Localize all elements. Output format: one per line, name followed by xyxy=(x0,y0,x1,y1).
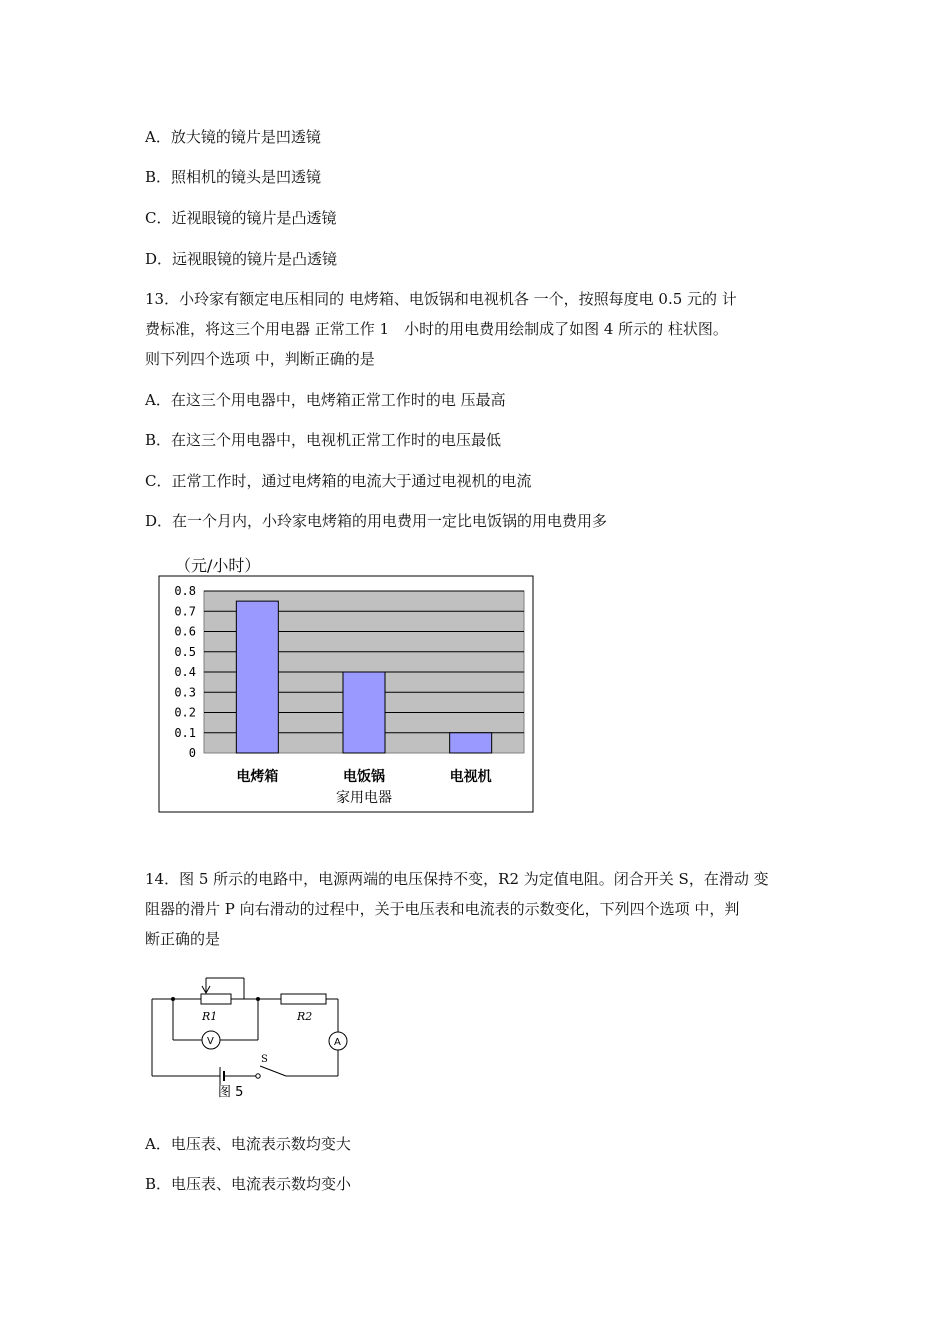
q14-option-a: A．电压表、电流表示数均变大 xyxy=(145,1135,351,1153)
q13-option-b: B．在这三个用电器中，电视机正常工作时的电压最低 xyxy=(145,431,502,449)
figure-5-caption: 图 5 xyxy=(218,1085,244,1100)
q14-stem-line-3: 断正确的是 xyxy=(145,930,221,948)
x-axis-label: 家用电器 xyxy=(336,790,392,806)
q14-option-b: B．电压表、电流表示数均变小 xyxy=(145,1175,352,1193)
y-tick-label: 0.2 xyxy=(174,705,196,720)
y-tick-label: 0.6 xyxy=(174,624,196,639)
y-tick-label: 0.8 xyxy=(174,584,196,598)
q13-option-d: D．在一个月内，小玲家电烤箱的用电费用一定比电饭锅的用电费用多 xyxy=(145,512,608,530)
switch-label: S xyxy=(261,1054,268,1065)
bar xyxy=(450,733,492,753)
x-tick-label: 电饭锅 xyxy=(343,769,385,785)
q14-stem-line-2: 阻器的滑片 P 向右滑动的过程中，关于电压表和电流表的示数变化，下列四个选项 中，判 xyxy=(145,900,740,918)
y-tick-label: 0 xyxy=(188,746,196,760)
y-tick-label: 0.1 xyxy=(174,725,196,740)
x-tick-label: 电视机 xyxy=(449,769,492,785)
q14-stem-line-1: 14．图 5 所示的电路中，电源两端的电压保持不变，R2 为定值电阻。闭合开关 S，在滑动 变 xyxy=(145,870,769,888)
r1-resistor xyxy=(201,994,231,1004)
q12-option-a: A．放大镜的镜片是凹透镜 xyxy=(145,128,321,146)
x-tick-label: 电烤箱 xyxy=(236,769,279,785)
q13-stem-line-1: 13．小玲家有额定电压相同的 电烤箱、电饭锅和电视机各 一个，按照每度电 0.5 元的 计 xyxy=(145,290,737,308)
q13-stem-line-3: 则下列四个选项 中，判断正确的是 xyxy=(145,350,375,368)
r1-label: R1 xyxy=(202,1010,218,1023)
q12-option-b: B．照相机的镜头是凹透镜 xyxy=(145,168,322,186)
voltmeter-label: V xyxy=(207,1036,214,1047)
y-tick-label: 0.4 xyxy=(174,665,196,679)
bar xyxy=(343,672,385,753)
q13-option-c: C．正常工作时，通过电烤箱的电流大于通过电视机的电流 xyxy=(145,472,532,490)
ammeter-label: A xyxy=(334,1037,341,1048)
bar-chart xyxy=(158,553,538,815)
q12-option-d: D．远视眼镜的镜片是凸透镜 xyxy=(145,250,338,268)
r2-label: R2 xyxy=(297,1010,313,1023)
q13-option-a: A．在这三个用电器中，电烤箱正常工作时的电 压最高 xyxy=(145,391,506,409)
circuit-diagram xyxy=(148,966,358,1102)
r2-resistor xyxy=(281,994,326,1004)
q12-option-c: C．近视眼镜的镜片是凸透镜 xyxy=(145,209,337,227)
y-tick-label: 0.5 xyxy=(174,644,196,659)
y-tick-label: 0.7 xyxy=(174,604,196,619)
bar xyxy=(236,601,278,753)
chart-ylabel: （元/小时） xyxy=(175,556,261,575)
y-tick-label: 0.3 xyxy=(174,685,196,700)
q13-stem-line-2: 费标准，将这三个用电器 正常工作 1 小时的用电费用绘制成了如图 4 所示的 柱状图。 xyxy=(145,320,728,338)
